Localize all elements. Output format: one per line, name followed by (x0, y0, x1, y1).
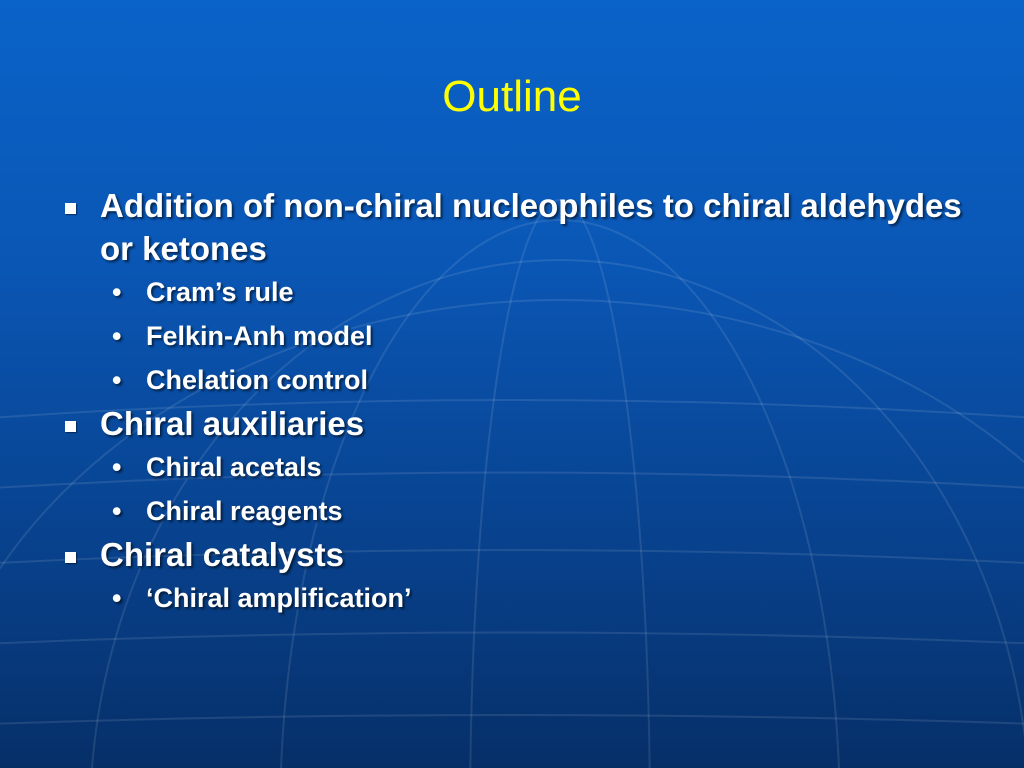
sub-list-item-text: Chiral reagents (146, 496, 343, 526)
sub-list-item-text: ‘Chiral amplification’ (146, 583, 412, 613)
bullet-icon: • (112, 277, 122, 307)
sub-list-item-text: Cram’s rule (146, 277, 294, 307)
sub-list-item-text: Chelation control (146, 365, 368, 395)
bullet-icon: • (112, 583, 122, 613)
list-item-text: Addition of non-chiral nucleophiles to chiral aldehydes or ketones (100, 187, 962, 267)
square-bullet-icon (65, 552, 76, 563)
bullet-icon: • (112, 452, 122, 482)
sub-list-item-text: Chiral acetals (146, 452, 322, 482)
outline-list (60, 184, 980, 620)
bullet-icon: • (112, 321, 122, 351)
bullet-icon: • (112, 496, 122, 526)
sub-list-item-text: Felkin-Anh model (146, 321, 373, 351)
square-bullet-icon (65, 203, 76, 214)
sub-list-item (60, 489, 980, 533)
list-item-text: Chiral auxiliaries (100, 405, 365, 442)
sub-list-item (60, 270, 980, 314)
slide-title: Outline (442, 72, 582, 121)
sub-list-item (60, 358, 980, 402)
list-item-text: Chiral catalysts (100, 536, 344, 573)
list-item (60, 533, 980, 576)
list-item (60, 402, 980, 445)
bullet-icon: • (112, 365, 122, 395)
list-item (60, 184, 980, 270)
sub-list-item (60, 576, 980, 620)
sub-list-item (60, 445, 980, 489)
square-bullet-icon (65, 421, 76, 432)
sub-list-item (60, 314, 980, 358)
